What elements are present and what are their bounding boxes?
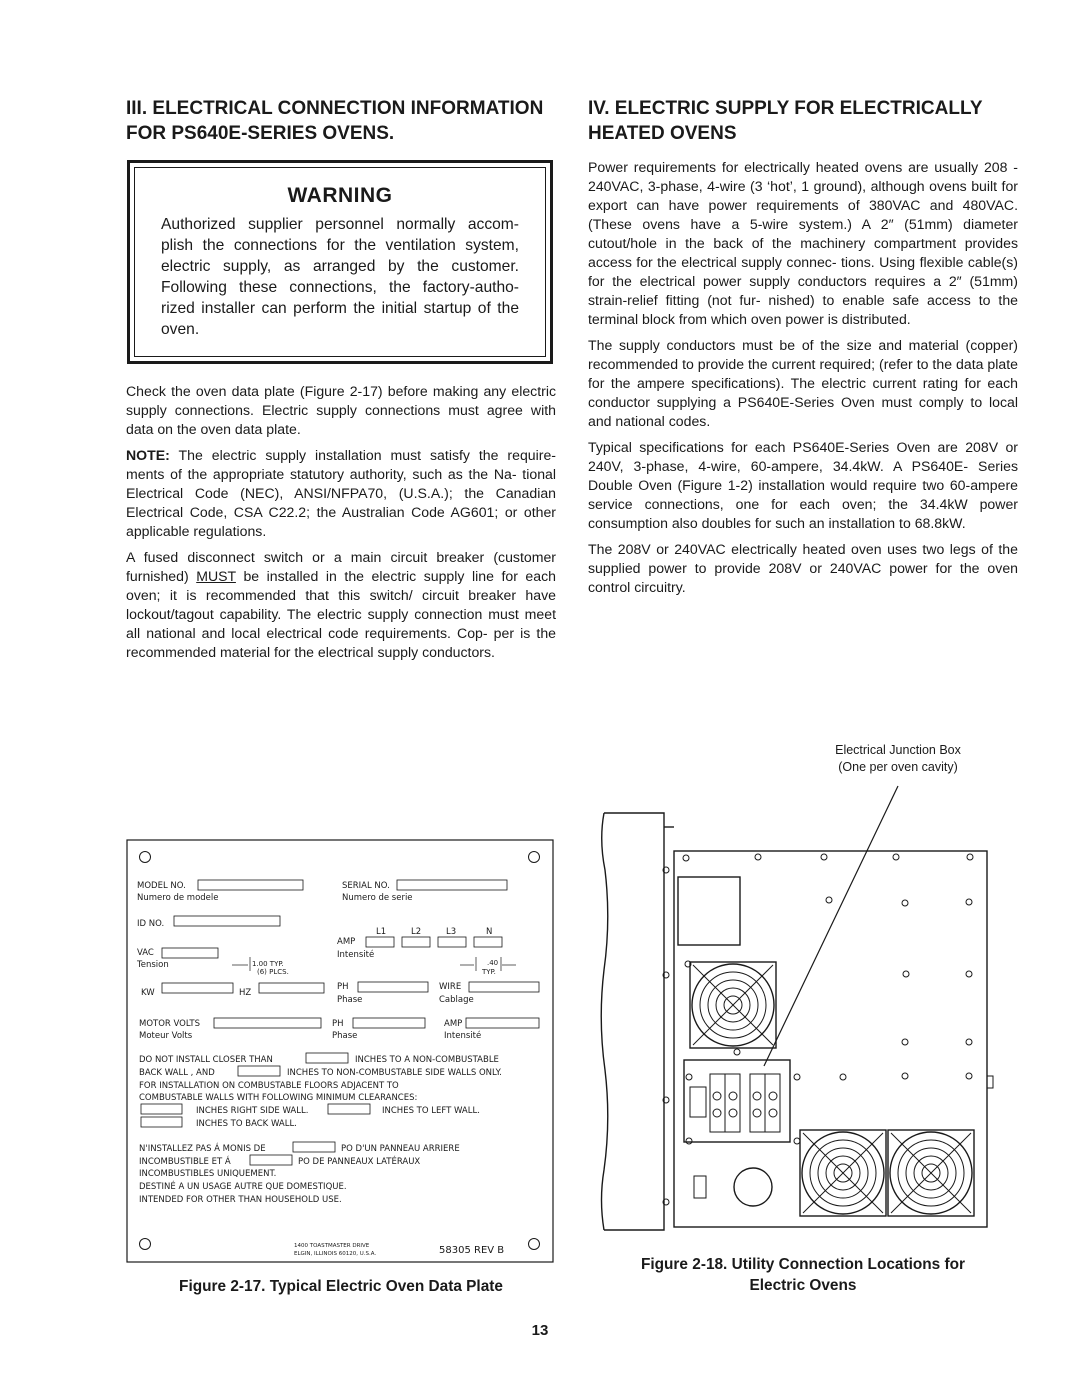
- model-no-field: [198, 880, 303, 890]
- svg-text:N: N: [486, 927, 493, 937]
- svg-text:ELGIN, ILLINOIS 60120, U.S.A.: ELGIN, ILLINOIS 60120, U.S.A.: [294, 1251, 377, 1257]
- svg-text:INCOMBUSTIBLE ET Á: INCOMBUSTIBLE ET Á: [139, 1157, 231, 1167]
- section-iv-title: IV. ELECTRIC SUPPLY FOR ELECTRICALLY HEATED OVENS: [588, 98, 983, 144]
- control-circuitry-paragraph: The 208V or 240VAC electrically heated oven uses two legs of the supplied power to provide 208V or 240VAC power for the oven control circuitry.: [588, 541, 1018, 595]
- page-number: 13: [531, 1322, 549, 1339]
- svg-text:L2: L2: [411, 927, 422, 937]
- junction-box-leader: [764, 786, 898, 1066]
- svg-text:N'INSTALLEZ PAS Á MONIS DE: N'INSTALLEZ PAS Á MONIS DE: [139, 1144, 266, 1154]
- figure-2-18-caption: Figure 2-18. Utility Connection Locations for Electric Ovens: [640, 1256, 966, 1294]
- junction-box-callout: Electrical Junction Box (One per oven cavity): [835, 743, 961, 774]
- mounting-hole-bottom-right: [529, 1239, 540, 1250]
- svg-text:COMBUSTABLE WALLS WITH FOLLOWI: COMBUSTABLE WALLS WITH FOLLOWING MINIMUM CLEARANCES:: [139, 1093, 418, 1103]
- svg-text:INCHES RIGHT SIDE WALL.: INCHES RIGHT SIDE WALL.: [196, 1106, 309, 1116]
- svg-text:PH: PH: [332, 1019, 344, 1029]
- svg-text:INCHES TO A NON-COMBUSTABLE: INCHES TO A NON-COMBUSTABLE: [355, 1055, 499, 1065]
- warning-heading: WARNING: [287, 184, 393, 207]
- svg-text:PO DE PANNEAUX LATÉRAUX: PO DE PANNEAUX LATÉRAUX: [298, 1157, 421, 1167]
- note-label: NOTE:: [126, 447, 170, 463]
- svg-text:Cablage: Cablage: [439, 995, 474, 1005]
- plate-serial-label-fr: Numero de serie: [342, 893, 413, 903]
- plate-id-label: ID NO.: [137, 919, 165, 929]
- upper-access-cover: [678, 877, 740, 945]
- upper-cooling-fan: [690, 962, 776, 1048]
- svg-text:INTENDED FOR OTHER THAN HOUSEH: INTENDED FOR OTHER THAN HOUSEHOLD USE.: [139, 1195, 342, 1205]
- power-requirements-paragraph: Power requirements for electrically heated ovens are usually 208 - 240VAC, 3-phase, 4-wire (3 ‘hot’, 1 ground), although ovens built for export can have power requirements of 380VAC and 480VAC. (These ovens have a 5-wire system.) A 2″ (51mm) diameter cutout/hole in the back of the machinery compartment provides access for the electrical supply connec- tions. Using flexible cable(s) for the electrical power supply conductors requires a 2″ (51mm) strain-relief fitting (not fur- nished) to enable safe access to the terminal block from which oven power is distributed.: [588, 159, 1018, 327]
- lower-cooling-fan-right: [888, 1130, 974, 1216]
- left-column: [126, 96, 556, 669]
- svg-text:WIRE: WIRE: [439, 982, 462, 992]
- svg-text:Moteur Volts: Moteur Volts: [139, 1031, 193, 1041]
- svg-text:FOR INSTALLATION ON COMBUSTABL: FOR INSTALLATION ON COMBUSTABLE FLOORS ADJACENT TO: [139, 1081, 399, 1091]
- warning-box: [127, 160, 553, 364]
- right-column: [588, 96, 1018, 604]
- svg-text:INCHES TO NON-COMBUSTABLE SIDE: INCHES TO NON-COMBUSTABLE SIDE WALLS ONLY.: [287, 1068, 502, 1078]
- svg-text:1.00 TYP.: 1.00 TYP.: [252, 960, 284, 968]
- svg-text:PH: PH: [337, 982, 349, 992]
- mounting-hole-top-right: [529, 852, 540, 863]
- svg-text:AMP: AMP: [337, 937, 356, 947]
- svg-text:INCHES TO LEFT WALL.: INCHES TO LEFT WALL.: [382, 1106, 480, 1116]
- svg-text:PO D'UN PANNEAU ARRIERE: PO D'UN PANNEAU ARRIERE: [341, 1144, 460, 1154]
- svg-text:VAC: VAC: [137, 948, 154, 958]
- electrical-junction-box: [684, 1060, 790, 1142]
- svg-text:INCOMBUSTIBLES UNIQUEMENT.: INCOMBUSTIBLES UNIQUEMENT.: [139, 1169, 277, 1179]
- mounting-hole-bottom-left: [140, 1239, 151, 1250]
- oven-rear-figure: [598, 780, 1008, 1238]
- svg-text:Intensité: Intensité: [337, 950, 375, 960]
- mounting-hole-top-left: [140, 852, 151, 863]
- svg-text:Phase: Phase: [337, 995, 363, 1005]
- svg-text:L3: L3: [446, 927, 457, 937]
- ground-terminal: [694, 1176, 706, 1198]
- disconnect-paragraph: A fused disconnect switch or a main circuit breaker (customer furnished) MUST be installed in the electric supply line for each oven; it is recommended that this switch/ circuit breaker have lockout/tagout capability. The electric supply connection must meet all national and local electrical code requirements. Cop- per is the recommended material for the electrical supply conductors.: [126, 549, 556, 660]
- svg-text:DESTINÉ A UN USAGE AUTRE QUE D: DESTINÉ A UN USAGE AUTRE QUE DOMESTIQUE.: [139, 1182, 347, 1192]
- svg-text:1400 TOASTMASTER DRIVE: 1400 TOASTMASTER DRIVE: [294, 1243, 370, 1249]
- plate-part-number: 58305 REV B: [439, 1245, 505, 1256]
- svg-text:Phase: Phase: [332, 1031, 358, 1041]
- must-emphasis: MUST: [196, 568, 236, 584]
- lower-cooling-fan-left: [800, 1130, 886, 1216]
- svg-text:Tension: Tension: [137, 960, 169, 970]
- specifications-paragraph: Typical specifications for each PS640E-Series Oven are 208V or 240V, 3-phase, 4-wire, 60-ampere, 34.4kW. A PS640E- Series Double Oven (Figure 1-2) installation would require two 60-ampere service connections, one for each oven; the 34.4kW power consumption also doubles for such an installation to 68.8kW.: [588, 439, 1018, 531]
- svg-text:L1: L1: [376, 927, 387, 937]
- svg-text:AMP: AMP: [444, 1019, 463, 1029]
- warning-text: Authorized supplier personnel normally accom- plish the connections for the ventilation system, electric supply, as arranged by the customer. Following these connections, the factory-autho- rized installer can perform the initial startup of the oven.: [161, 216, 519, 338]
- data-plate-paragraph: Check the oven data plate (Figure 2-17) before making any electric supply connections. Electric supply connections must agree with data on the oven data plate.: [126, 383, 556, 437]
- figure-2-17-caption: Figure 2-17. Typical Electric Oven Data Plate: [179, 1278, 503, 1295]
- svg-text:KW: KW: [141, 988, 155, 998]
- svg-text:BACK WALL , AND: BACK WALL , AND: [139, 1068, 215, 1078]
- power-inlet-cutout: [734, 1168, 772, 1206]
- id-no-field: [174, 916, 280, 926]
- svg-text:Intensité: Intensité: [444, 1031, 482, 1041]
- plate-model-label: MODEL NO.: [137, 881, 186, 891]
- data-plate-figure: [126, 839, 554, 1263]
- svg-text:DO NOT INSTALL CLOSER THAN: DO NOT INSTALL CLOSER THAN: [139, 1055, 273, 1065]
- svg-text:HZ: HZ: [239, 988, 252, 998]
- serial-no-field: [397, 880, 507, 890]
- svg-text:.40: .40: [487, 959, 499, 967]
- svg-text:TYP.: TYP.: [482, 968, 496, 976]
- note-paragraph: NOTE: The electric supply installation must satisfy the require- ments of the appropriate statutory authority, such as the Na- tional Electrical Code (NEC), ANSI/NFPA70, (U.S.A.); the Canadian Electrical Code, CSA C22.2; the Australian Code AG601; or other applicable regulations.: [126, 447, 556, 539]
- section-iii-title: III. ELECTRICAL CONNECTION INFORMATION FOR PS640E-SERIES OVENS.: [126, 98, 544, 144]
- svg-text:INCHES TO BACK WALL.: INCHES TO BACK WALL.: [196, 1119, 297, 1129]
- svg-text:MOTOR VOLTS: MOTOR VOLTS: [139, 1019, 201, 1029]
- plate-model-label-fr: Numero de modele: [137, 893, 219, 903]
- supply-conductors-paragraph: The supply conductors must be of the size and material (copper) recommended to provide the current required; (refer to the data plate for the ampere specifications). The electric current rating for each conductor supplying a PS640E-Series Oven must comply to local and national codes.: [588, 337, 1018, 429]
- svg-text:(6) PLCS.: (6) PLCS.: [257, 968, 289, 976]
- plate-serial-label: SERIAL NO.: [342, 881, 390, 891]
